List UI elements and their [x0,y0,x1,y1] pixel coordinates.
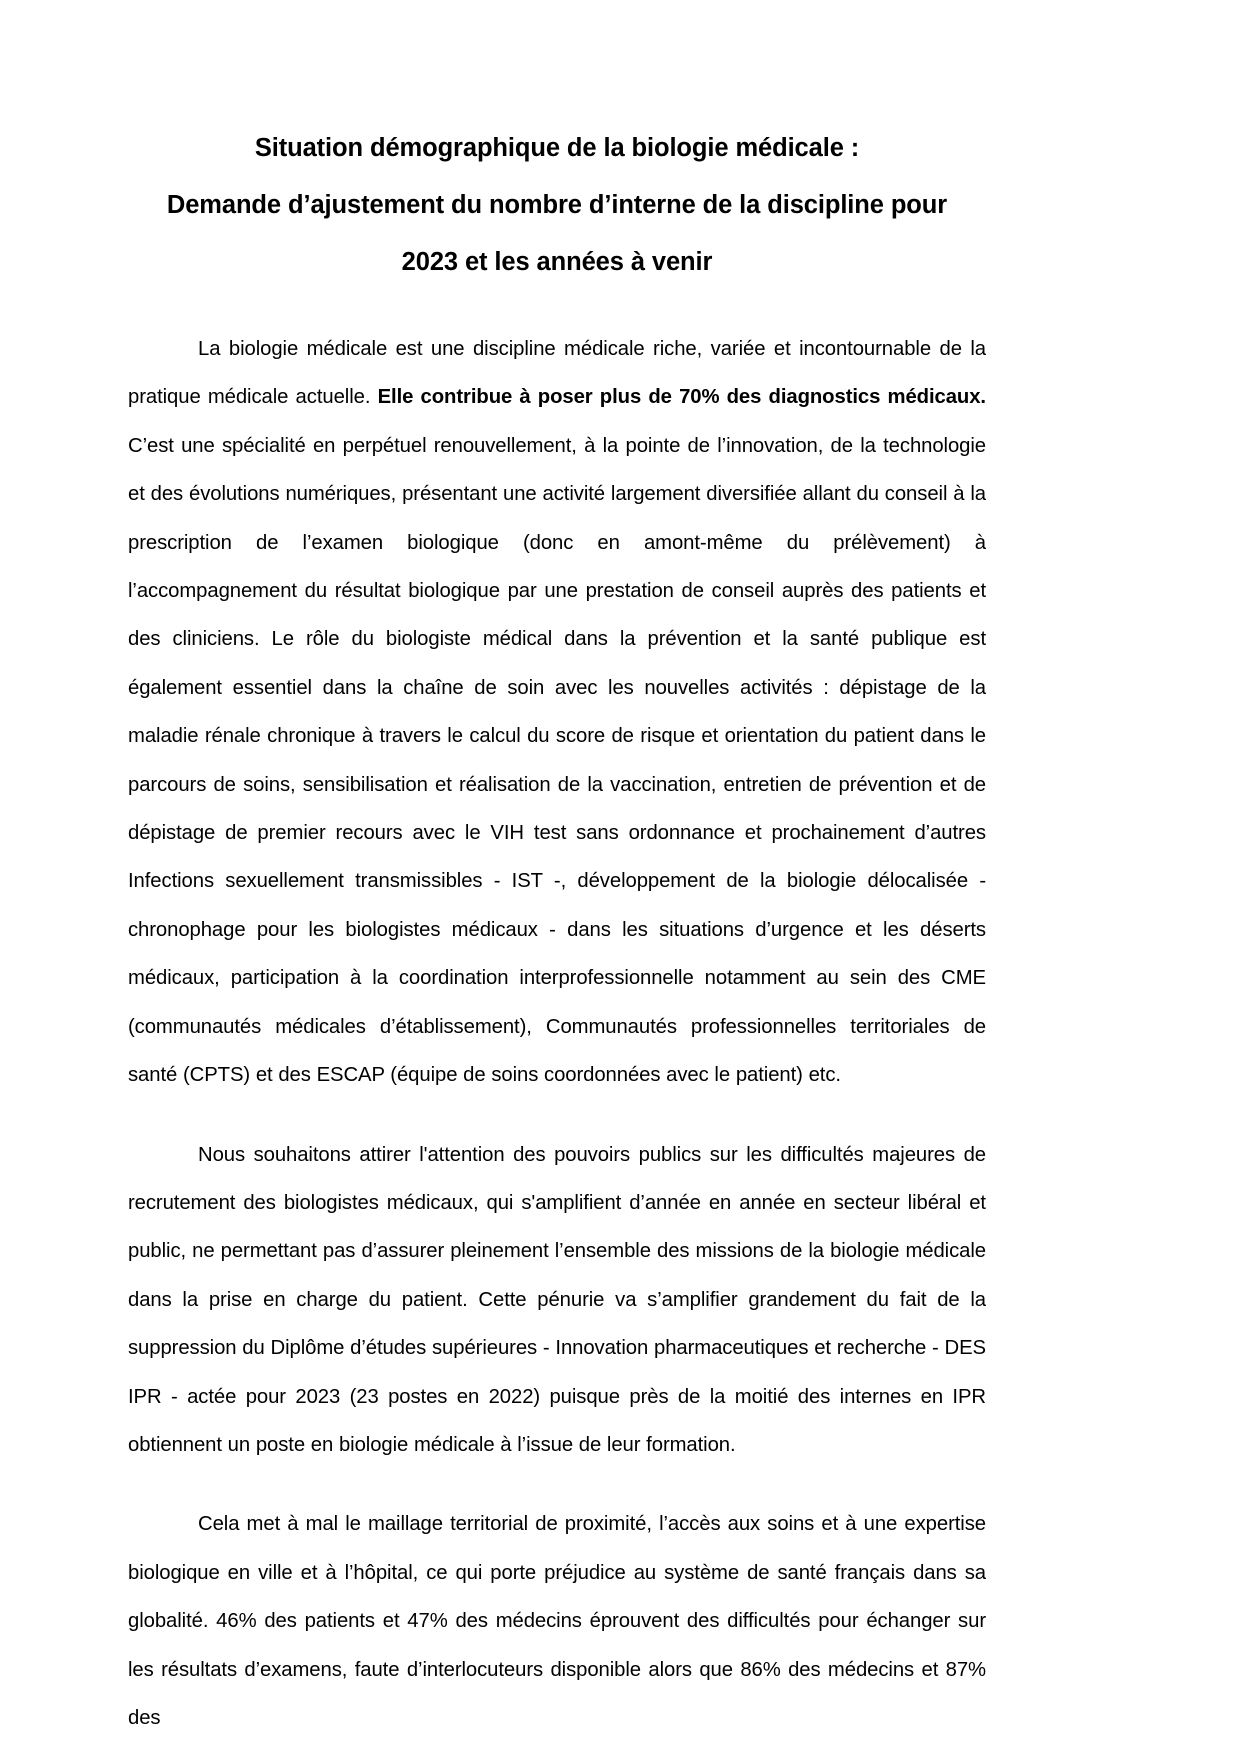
paragraph-1-run-1: La biologie médicale est une discipline médicale riche, variée et incontournable de la pratique médicale actuelle. [128,338,986,409]
page-content-column [128,0,986,1742]
paragraph-1-run-3: C’est une spécialité en perpétuel renouvellement, à la pointe de l’innovation, de la technologie et des évolutions numériques, présentant une activité largement diversifiée allant du conseil à la prescription de l’examen biologique (donc en amont-même du prélèvement) à l’accompagnement du résultat biologique par une prestation de conseil auprès des patients et des cliniciens. Le rôle du biologiste médical dans la prévention et la santé publique est également essentiel dans la chaîne de soin avec les nouvelles activités : dépistage de la maladie rénale chronique à travers le calcul du score de risque et orientation du patient dans le parcours de soins, sensibilisation et réalisation de la vaccination, entretien de prévention et de dépistage de premier recours avec le VIH test sans ordonnance et prochainement d’autres Infections sexuellement transmissibles - IST -, développement de la biologie délocalisée - chronophage pour les biologistes médicaux - dans les situations d’urgence et les déserts médicaux, participation à la coordination interprofessionnelle notamment au sein des CME (communautés médicales d’établissement), Communautés professionnelles territoriales de santé (CPTS) et des ESCAP (équipe de soins coordonnées avec le patient) etc. [128,434,986,1087]
paragraph-3 [128,1500,986,1742]
page-title [128,0,986,291]
paragraph-1-run-2-bold: Elle contribue à poser plus de 70% des diagnostics médicaux. [377,386,986,409]
title-line-1: Situation démographique de la biologie médicale : [254,134,860,162]
title-line-3: 2023 et les années à venir [401,248,713,276]
paragraph-2 [128,1131,986,1470]
paragraph-2-run-1: Nous souhaitons attirer l'attention des pouvoirs publics sur les difficultés majeures de recrutement des biologistes médicaux, qui s'amplifient d’année en année en secteur libéral et public, ne permettant pas d’assurer pleinement l’ensemble des missions de la biologie médicale dans la prise en charge du patient. Cette pénurie va s’amplifier grandement du fait de la suppression du Diplôme d’études supérieures - Innovation pharmaceutiques et recherche - DES IPR - actée pour 2023 (23 postes en 2022) puisque près de la moitié des internes en IPR obtiennent un poste en biologie médicale à l’issue de leur formation. [128,1143,986,1456]
paragraph-1 [128,325,986,1100]
document-body [128,291,986,1742]
paragraph-3-run-1: Cela met à mal le maillage territorial de proximité, l’accès aux soins et à une expertise biologique en ville et à l’hôpital, ce qui porte préjudice au système de santé français dans sa globalité. 46% des patients et 47% des médecins éprouvent des difficultés pour échanger sur les résultats d’examens, faute d’interlocuteurs disponible alors que 86% des médecins et 87% des [128,1513,986,1729]
title-line-2: Demande d’ajustement du nombre d’interne de la discipline pour [166,191,948,219]
